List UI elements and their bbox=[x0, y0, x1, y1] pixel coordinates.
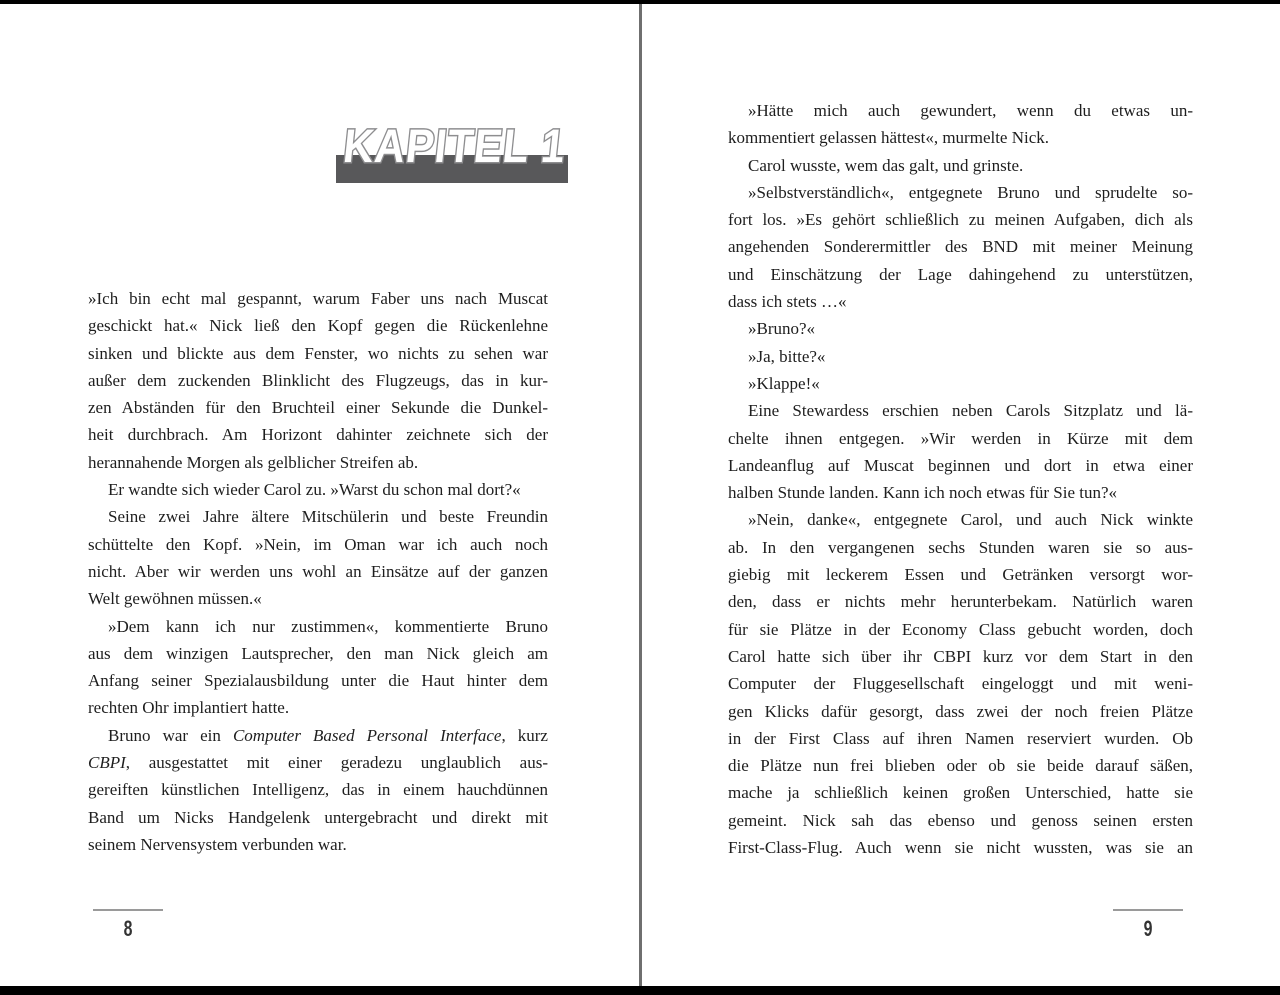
text-line: rechten Ohr implantiert hatte. bbox=[88, 698, 290, 718]
text-line: Landeanflug auf Muscat beginnen und dort in etwa einer bbox=[728, 455, 1193, 475]
page-gutter-divider bbox=[639, 4, 642, 986]
text-line: außer dem zuckenden Blinklicht des Flugzeugs, das in kur- bbox=[88, 370, 548, 390]
text-line: heit durchbrach. Am Horizont dahinter zeichnete sich der bbox=[88, 425, 548, 445]
text-line: zen Abständen für den Bruchteil einer Sekunde die Dunkel- bbox=[88, 398, 548, 418]
text-line: schüttelte den Kopf. »Nein, im Oman war ich auch noch bbox=[88, 534, 548, 554]
text-line: seinem Nervensystem verbunden war. bbox=[88, 834, 347, 854]
text-line: chelte ihnen entgegen. »Wir werden in Kürze mit dem bbox=[728, 428, 1193, 448]
text-line: »Ja, bitte?« bbox=[748, 346, 826, 366]
text-line: sinken und blickte aus dem Fenster, wo nichts zu sehen war bbox=[88, 343, 548, 363]
text-line: gen Klicks dafür gesorgt, dass zwei der noch freien Plätze bbox=[728, 701, 1193, 721]
text-line: Anfang seiner Spezialausbildung unter die Haut hinter dem bbox=[88, 671, 548, 691]
page-number-left: 8 bbox=[123, 916, 133, 941]
text-line: fort los. »Es gehört schließlich zu meinen Aufgaben, dich als bbox=[728, 210, 1193, 230]
text-line: ab. In den vergangenen sechs Stunden waren sie so aus- bbox=[728, 537, 1193, 557]
text-line: halben Stunde landen. Kann ich noch etwas für Sie tun?« bbox=[728, 483, 1118, 503]
chapter-title: KAPITEL 1 bbox=[340, 119, 595, 172]
footer-rule-left bbox=[93, 909, 163, 911]
text-line: angehenden Sonderermittler des BND mit meiner Meinung bbox=[728, 237, 1193, 257]
text-line: in der First Class auf ihren Namen reserviert wurden. Ob bbox=[728, 728, 1193, 748]
page-number-right: 9 bbox=[1143, 916, 1153, 941]
text-line: CBPI, ausgestattet mit einer geradezu unglaublich aus- bbox=[88, 753, 548, 773]
text-line: Carol wusste, wem das galt, und grinste. bbox=[748, 155, 1024, 175]
text-line: »Klappe!« bbox=[748, 373, 820, 393]
text-line: gemeint. Nick sah das ebenso und genoss seinen ersten bbox=[728, 810, 1193, 830]
text-line: Welt gewöhnen müssen.« bbox=[88, 589, 262, 609]
text-line: giebig mit leckerem Essen und Getränken versorgt wor- bbox=[728, 565, 1193, 585]
text-line: Carol hatte sich über ihr CBPI kurz vor dem Start in den bbox=[728, 646, 1193, 666]
text-line: kommentiert gelassen hättest«, murmelte Nick. bbox=[728, 128, 1050, 148]
text-line: geschickt hat.« Nick ließ den Kopf gegen die Rückenlehne bbox=[88, 316, 548, 336]
text-line: »Ich bin echt mal gespannt, warum Faber uns nach Muscat bbox=[88, 289, 548, 308]
text-line: Bruno war ein Computer Based Personal Interface, kurz bbox=[108, 725, 548, 745]
text-line: aus dem winzigen Lautsprecher, den man Nick gleich am bbox=[88, 643, 548, 663]
text-line: herannahende Morgen als gelblicher Streifen ab. bbox=[88, 452, 419, 472]
text-line: Computer der Fluggesellschaft eingeloggt und mit weni- bbox=[728, 674, 1193, 694]
text-line: für sie Plätze in der Economy Class gebucht worden, doch bbox=[728, 619, 1193, 639]
text-line: Band um Nicks Handgelenk untergebracht und direkt mit bbox=[88, 807, 548, 827]
text-line: den, dass er nichts mehr herunterbekam. Natürlich waren bbox=[728, 592, 1193, 612]
text-line: Er wandte sich wieder Carol zu. »Warst du schon mal dort?« bbox=[108, 480, 521, 500]
text-line: und Einschätzung der Lage dahingehend zu unterstützen, bbox=[728, 264, 1193, 284]
text-line: nicht. Aber wir werden uns wohl an Einsätze auf der ganzen bbox=[88, 561, 548, 581]
text-line: »Hätte mich auch gewundert, wenn du etwas un- bbox=[748, 101, 1193, 120]
page-right-text bbox=[728, 97, 1193, 861]
text-line: die Plätze nun frei blieben oder ob sie beide darauf säßen, bbox=[728, 756, 1193, 776]
page-left-text bbox=[88, 285, 548, 858]
text-line: »Selbstverständlich«, entgegnete Bruno und sprudelte so- bbox=[748, 182, 1193, 202]
text-line: »Nein, danke«, entgegnete Carol, und auch Nick winkte bbox=[748, 510, 1193, 530]
text-line: gereiften künstlichen Intelligenz, das in einem hauchdünnen bbox=[88, 780, 548, 800]
text-line: First-Class-Flug. Auch wenn sie nicht wussten, was sie an bbox=[728, 838, 1193, 858]
text-line: »Bruno?« bbox=[748, 319, 816, 339]
footer-rule-right bbox=[1113, 909, 1183, 911]
text-line: »Dem kann ich nur zustimmen«, kommentierte Bruno bbox=[108, 616, 548, 636]
text-line: dass ich stets …« bbox=[728, 292, 847, 312]
chapter-banner bbox=[328, 104, 595, 184]
text-line: Seine zwei Jahre ältere Mitschülerin und beste Freundin bbox=[108, 507, 548, 527]
text-line: Eine Stewardess erschien neben Carols Sitzplatz und lä- bbox=[748, 401, 1193, 421]
text-line: mache ja schließlich keinen großen Unterschied, hatte sie bbox=[728, 783, 1193, 803]
bottom-frame-bar bbox=[0, 986, 1280, 995]
